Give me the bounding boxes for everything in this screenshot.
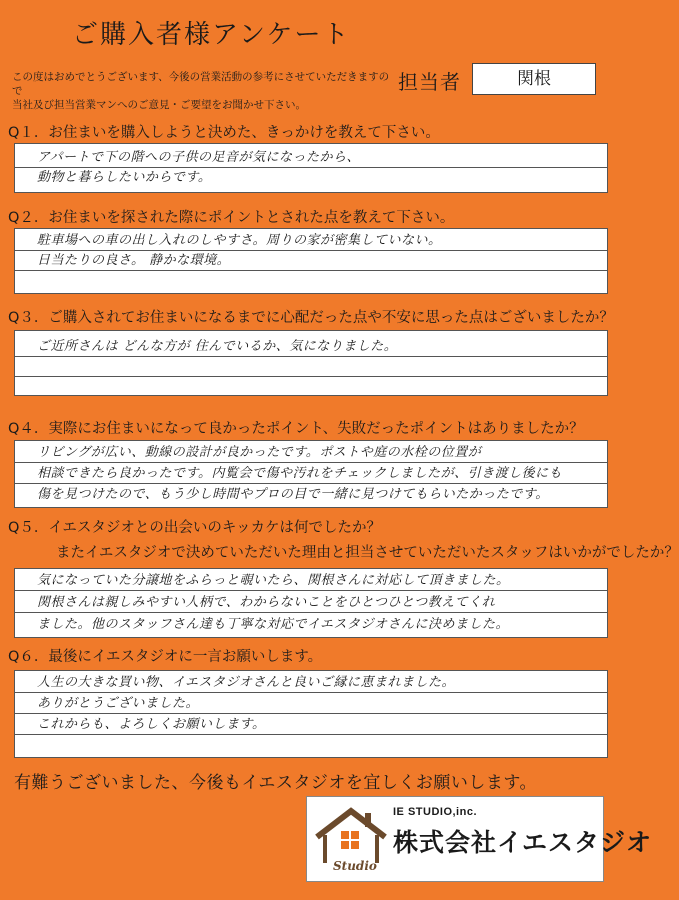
answer-box-3 [14,330,608,396]
answer-line: リビングが広い、動線の設計が良かったです。ポストや庭の水栓の位置が [15,443,607,463]
answer-line: ご近所さんは どんな方が 住んでいるか、気になりました。 [15,337,607,357]
answer-line: アパートで下の階への子供の足音が気になったから、 [15,148,607,168]
answer-box-6 [14,670,608,758]
intro-text: この度はおめでとうございます、今後の営業活動の参考にさせていただきますので 当社及び担当営業マンへのご意見・ご要望をお聞かせ下さい。 [12,71,390,111]
question-5-sub: またイエスタジオで決めていただいた理由と担当させていただいたスタッフはいかがでしたか？ [56,545,679,561]
question-5: Q５．イエスタジオとの出会いのキッカケは何でしたか？ [8,520,382,536]
company-logo [306,796,653,882]
logo-english-name: IE STUDIO,inc. [393,806,478,818]
answer-line: 相談できたら良かったです。内覧会で傷や汚れをチェックしましたが、引き渡し後にも [15,464,607,484]
answer-line: 動物と暮らしたいからです。 [37,170,212,185]
question-1: Q１．お住まいを購入しようと決めた、きっかけを教えて下さい。 [8,125,440,141]
staff-label: 担当者 [398,70,461,94]
answer-line [15,271,607,291]
answer-line [15,357,607,377]
answer-line: 駐車場への車の出し入れのしやすさ。周りの家が密集していない。 [15,231,607,251]
thanks-message: 有難うございました、今後もイエスタジオを宜しくお願いします。 [14,773,537,793]
answer-line: 関根さんは親しみやすい人柄で、わからないことをひとつひとつ教えてくれ [15,593,607,613]
question-3: Q３．ご購入されてお住まいになるまでに心配だった点や不安に思った点はございましたか？ [8,310,614,326]
logo-japanese-name: 株式会社イエスタジオ [393,828,653,857]
answer-box-1 [14,143,608,193]
answer-line: 気になっていた分譲地をふらっと覗いたら、関根さんに対応して頂きました。 [15,571,607,591]
answer-line: ありがとうございました。 [15,694,607,714]
question-4: Q４．実際にお住まいになって良かったポイント、失敗だったポイントはありましたか？ [8,421,584,437]
answer-box-4 [14,440,608,508]
staff-name-field: 関根 [472,63,596,95]
answer-box-5 [14,568,608,638]
answer-line [15,377,607,397]
answer-line [15,736,607,756]
page-title: ご購入者様アンケート [72,20,351,50]
question-6: Q６．最後にイエスタジオに一言お願いします。 [8,649,323,665]
answer-line: 日当たりの良さ。 静かな環境。 [15,251,607,271]
answer-box-2 [14,228,608,294]
question-2: Q２．お住まいを探された際にポイントとされた点を教えて下さい。 [8,210,455,226]
answer-line: 人生の大きな買い物、イエスタジオさんと良いご縁に恵まれました。 [15,673,607,693]
answer-line: これからも、よろしくお願いします。 [15,715,607,735]
answer-line: ました。他のスタッフさん達も丁寧な対応でイエスタジオさんに決めました。 [37,617,509,632]
answer-line: 傷を見つけたので、もう少し時間やプロの目で一緒に見つけてもらいたかったです。 [37,487,549,502]
logo-script-text: Studio [333,859,377,873]
